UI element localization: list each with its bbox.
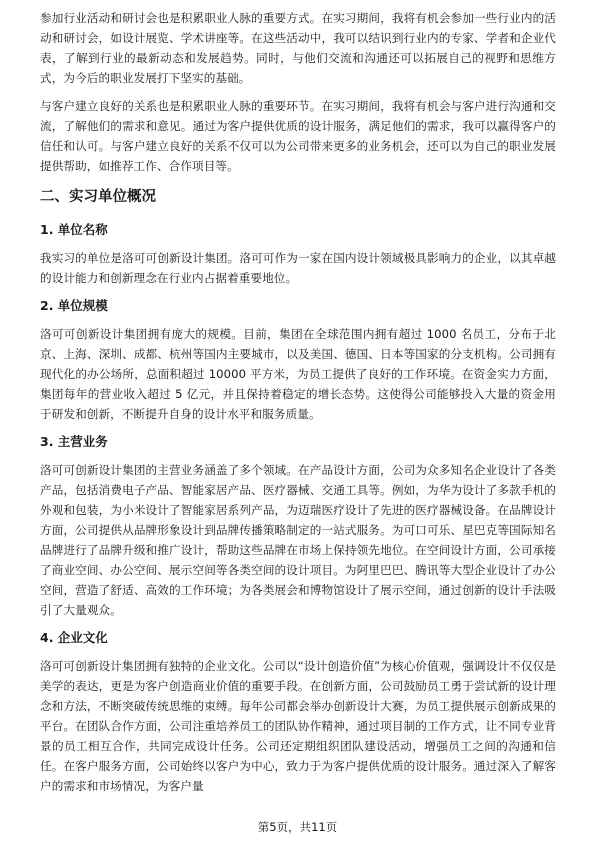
paragraph-client-relations: 与客户建立良好的关系也是积累职业人脉的重要环节。在实习期间，我将有机会与客户进行沟通和交流，了解他们的需求和意见。通过为客户提供优质的设计服务，满足他们的需求，我可以赢得客户的信任和认可。与客户建立良好的关系不仅可以为公司带来更多的业务机会，还可以为自己的职业发展提供帮助，如推荐工作、合作项目等。 bbox=[40, 99, 556, 173]
subsection-title-company-scale: 2. 单位规模 bbox=[40, 298, 108, 313]
subsection-title-corporate-culture: 4. 企业文化 bbox=[40, 630, 108, 645]
section-title-company-overview: 二、实习单位概况 bbox=[40, 189, 156, 205]
paragraph-corporate-culture: 洛可可创新设计集团拥有独特的企业文化。公司以“设计创造价值”为核心价值观，强调设计不仅仅是美学的表达，更是为客户创造商业价值的重要手段。在创新方面，公司鼓励员工勇于尝试新的设计理念和方法，不断突破传统思维的束缚。每年公司都会举办创新设计大赛，为员工提供展示创新成果的平台。在团队合作方面，公司注重培养员工的团队协作精神，通过项目制的工作方式，让不同专业背景的员工相互合作，共同完成设计任务。公司还定期组织团队建设活动，增强员工之间的沟通和信任。在客户服务方面，公司始终以客户为中心，致力于为客户提供优质的设计服务。通过深入了解客户的需求和市场情况，为客户量 bbox=[40, 659, 556, 793]
subsection-title-main-business: 3. 主营业务 bbox=[40, 434, 108, 449]
paragraph-industry-events: 参加行业活动和研讨会也是积累职业人脉的重要方式。在实习期间，我将有机会参加一些行业内的活动和研讨会，如设计展览、学术讲座等。在这些活动中，我可以结识到行业内的专家、学者和企业代表，了解到行业的最新动态和发展趋势。同时，与他们交流和沟通还可以拓展自己的视野和思维方式，为今后的职业发展打下坚实的基础。 bbox=[40, 11, 556, 85]
document-page bbox=[40, 8, 556, 804]
paragraph-main-business: 洛可可创新设计集团的主营业务涵盖了多个领域。在产品设计方面，公司为众多知名企业设计了各类产品，包括消费电子产品、智能家居产品、医疗器械、交通工具等。例如，为华为设计了多款手机的外观和包装，为小米设计了智能家居系列产品，为迈瑞医疗设计了先进的医疗器械设备。在品牌设计方面，公司提供从品牌形象设计到品牌传播策略制定的一站式服务。为可口可乐、星巴克等国际知名品牌进行了品牌升级和推广设计，帮助这些品牌在市场上保持领先地位。在空间设计方面，公司承接了商业空间、办公空间、展示空间等各类空间的设计项目。为阿里巴巴、腾讯等大型企业设计了办公空间，营造了舒适、高效的工作环境；为各类展会和博物馆设计了展示空间，通过创新的设计手法吸引了大量观众。 bbox=[40, 463, 556, 617]
paragraph-company-name: 我实习的单位是洛可可创新设计集团。洛可可作为一家在国内设计领域极具影响力的企业，以其卓越的设计能力和创新理念在行业内占据着重要地位。 bbox=[40, 251, 556, 285]
subsection-title-company-name: 1. 单位名称 bbox=[40, 222, 108, 237]
page-number-footer: 第5页，共11页 bbox=[257, 820, 338, 834]
paragraph-company-scale: 洛可可创新设计集团拥有庞大的规模。目前，集团在全球范围内拥有超过 1000 名员工，分布于北京、上海、深圳、成都、杭州等国内主要城市，以及美国、德国、日本等国家的分支机构。公司拥有现代化的办公场所，总面积超过 10000 平方米，为员工提供了良好的工作环境。在资金实力方面，集团每年的营业收入超过 5 亿元，并且保持着稳定的增长态势。这使得公司能够投入大量的资金用于研发和创新，不断提升自身的设计水平和服务质量。 bbox=[40, 327, 556, 421]
